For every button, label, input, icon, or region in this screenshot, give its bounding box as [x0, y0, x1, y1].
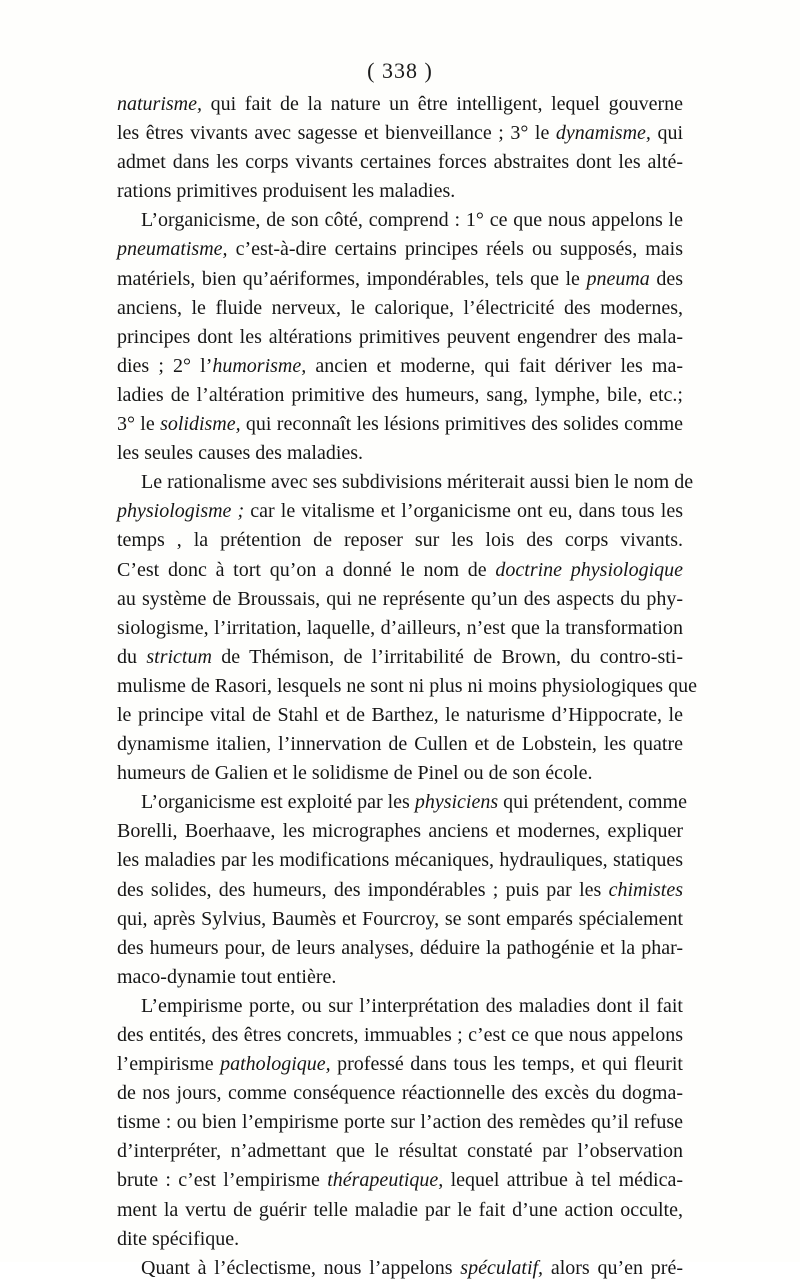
italic-term: solidisme, — [160, 413, 241, 436]
text-segment: ladies de l’altération primitive des humeurs, sang, lymphe, bile, etc.; — [117, 383, 683, 406]
text-segment: Quant à l’éclectisme, nous l’appelons — [141, 1256, 461, 1279]
text-segment: alors qu’en pré- — [543, 1256, 683, 1279]
text-line — [117, 585, 683, 614]
text-segment: les maladies par les modifications mécaniques, hydrauliques, statiques — [117, 849, 683, 872]
text-line — [117, 643, 683, 672]
text-line — [117, 1050, 683, 1079]
text-line — [117, 177, 683, 206]
text-line — [117, 439, 683, 468]
text-segment: qui — [650, 122, 683, 145]
text-line — [117, 497, 683, 526]
text-line — [117, 1108, 683, 1137]
text-line — [117, 701, 683, 730]
text-segment: 3° le — [117, 413, 161, 436]
text-segment: temps , la prétention de reposer sur les lois des corps vivants. — [117, 529, 683, 552]
text-line — [117, 323, 683, 352]
text-line — [117, 1225, 683, 1254]
text-segment: admet dans les corps vivants certaines forces abstraites dont les alté- — [117, 151, 683, 174]
italic-term: physiologisme ; — [117, 500, 245, 523]
text-segment: C’est donc à tort qu’on a donné le nom de — [117, 558, 496, 581]
text-segment: c’est-à-dire certains principes réels ou supposés, mais — [227, 238, 683, 261]
text-segment: principes dont les altérations primitives peuvent engendrer des mala- — [117, 325, 683, 348]
text-line — [117, 1254, 683, 1283]
text-segment: l’empirisme — [117, 1053, 221, 1076]
text-segment: L’organicisme est exploité par les — [141, 791, 415, 814]
text-line — [117, 614, 683, 643]
text-line — [117, 294, 683, 323]
text-line — [117, 788, 687, 817]
italic-term: naturisme, — [117, 93, 202, 115]
text-segment: dies ; 2° l’ — [117, 354, 213, 377]
text-segment: dynamisme italien, l’innervation de Cullen et de Lobstein, les quatre — [117, 733, 683, 756]
page-number: ( 338 ) — [367, 58, 433, 83]
text-segment: qui fait de la nature un être intelligent, lequel gouverne — [202, 93, 683, 115]
italic-term: thérapeutique, — [327, 1169, 444, 1192]
italic-term: strictum — [146, 645, 212, 668]
italic-term: chimistes — [608, 878, 683, 901]
text-line — [117, 992, 683, 1021]
text-segment: les seules causes des maladies. — [117, 442, 364, 465]
body-text — [117, 90, 697, 1283]
text-segment: des humeurs pour, de leurs analyses, déduire la pathogénie et la phar- — [117, 936, 683, 959]
text-line — [117, 410, 683, 439]
text-segment: qui prétendent, comme — [498, 791, 687, 814]
text-segment: dite spécifique. — [117, 1227, 240, 1250]
text-line — [117, 352, 683, 381]
italic-term: physiciens — [414, 791, 499, 814]
italic-term: humorisme, — [212, 354, 307, 377]
text-line — [117, 526, 683, 555]
text-line — [117, 148, 683, 177]
text-segment: matériels, bien qu’aériformes, impondérables, tels que le — [117, 267, 587, 290]
text-line — [117, 1166, 683, 1195]
text-segment: des entités, des êtres concrets, immuables ; c’est ce que nous appelons — [117, 1024, 683, 1046]
text-segment: lequel attribue à tel médica- — [443, 1169, 683, 1192]
text-line — [117, 468, 694, 497]
text-segment: ancien et moderne, qui fait dériver les ma- — [306, 354, 683, 377]
text-segment: de Thémison, de l’irritabilité de Brown, du contro-sti- — [211, 645, 683, 668]
text-segment: professé dans tous les temps, et qui fleurit — [330, 1053, 683, 1076]
text-segment: brute : c’est l’empirisme — [117, 1169, 328, 1192]
text-segment: rations primitives produisent les maladies. — [117, 180, 456, 203]
text-segment: qui reconnaît les lésions primitives des solides comme — [240, 413, 684, 436]
text-segment: humeurs de Galien et le solidisme de Pinel ou de son école. — [117, 762, 593, 785]
text-segment: maco-dynamie tout entière. — [117, 965, 337, 988]
text-segment: mulisme de Rasori, lesquels ne sont ni plus ni moins physiologiques que — [117, 674, 697, 697]
text-segment: siologisme, l’irritation, laquelle, d’ailleurs, n’est que la transformation — [117, 616, 683, 639]
text-line — [117, 235, 683, 264]
text-line — [117, 876, 683, 905]
text-line — [117, 1137, 683, 1166]
text-line — [117, 730, 683, 759]
italic-term: pathologique, — [220, 1053, 331, 1076]
text-line — [117, 846, 683, 875]
text-segment: L’organicisme, de son côté, comprend : 1° ce que nous appelons le — [141, 209, 683, 232]
italic-term: dynamisme, — [555, 122, 651, 145]
text-line — [117, 817, 683, 846]
text-line — [117, 90, 683, 119]
text-line — [117, 381, 683, 410]
text-line — [117, 759, 683, 788]
text-line — [117, 934, 683, 963]
text-line — [117, 1021, 683, 1050]
italic-term: spéculatif, — [460, 1256, 544, 1279]
text-segment: tisme : ou bien l’empirisme porte sur l’action des remèdes qu’il refuse — [117, 1111, 683, 1134]
text-line — [117, 963, 683, 992]
text-segment: car le vitalisme et l’organicisme ont eu, dans tous les — [244, 500, 684, 523]
text-segment: L’empirisme porte, ou sur l’interprétation des maladies dont il fait — [141, 994, 683, 1017]
italic-term: pneuma — [586, 267, 650, 290]
text-segment: ment la vertu de guérir telle maladie par le fait d’une action occulte, — [117, 1198, 683, 1221]
text-segment: du — [117, 645, 147, 668]
text-segment: anciens, le fluide nerveux, le calorique, l’électricité des modernes, — [117, 296, 683, 319]
text-line — [117, 206, 683, 235]
text-line — [117, 119, 683, 148]
text-segment: de nos jours, comme conséquence réactionnelle des excès du dogma- — [117, 1082, 683, 1105]
italic-term: doctrine physiologique — [495, 558, 684, 581]
text-segment: les êtres vivants avec sagesse et bienveillance ; 3° le — [117, 122, 556, 145]
text-line — [117, 672, 697, 701]
text-segment: au système de Broussais, qui ne représente qu’un des aspects du phy- — [117, 587, 683, 610]
text-segment: qui, après Sylvius, Baumès et Fourcroy, se sont emparés spécialement — [117, 907, 683, 930]
italic-term: pneumatisme, — [117, 238, 228, 261]
text-segment: d’interpréter, n’admettant que le résultat constaté par l’observation — [117, 1140, 683, 1163]
text-segment: des — [649, 267, 683, 290]
text-line — [117, 556, 683, 585]
text-line — [117, 905, 683, 934]
text-line — [117, 1079, 683, 1108]
text-line — [117, 1196, 683, 1225]
text-segment: le principe vital de Stahl et de Barthez, le naturisme d’Hippocrate, le — [117, 703, 683, 726]
text-line — [117, 265, 683, 294]
text-segment: des solides, des humeurs, des impondérables ; puis par les — [117, 878, 609, 901]
text-segment: Borelli, Boerhaave, les micrographes anciens et modernes, expliquer — [117, 820, 683, 843]
text-segment: Le rationalisme avec ses subdivisions mériterait aussi bien le nom de — [141, 471, 694, 494]
